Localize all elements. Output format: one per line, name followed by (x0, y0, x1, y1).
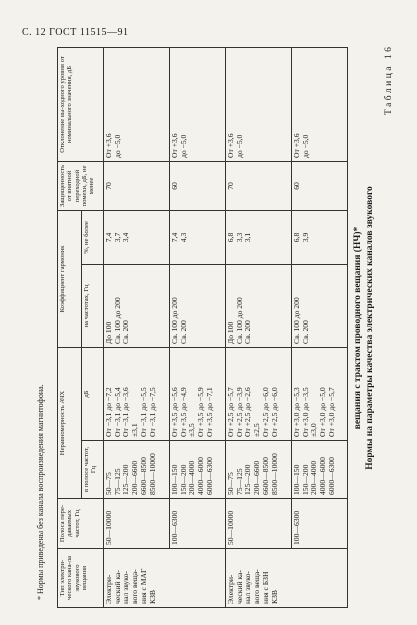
band-cell: 100—6300 (170, 499, 226, 549)
deviation-cell: От +3,6 до −5,0 (170, 47, 226, 161)
header-thd-pct: %, не более (82, 210, 104, 264)
afc-freq-cell: 50—75 75—125 125—200 200—6600 6600—8500 8500—10000 (226, 441, 292, 499)
snr-cell: 70 (104, 161, 170, 210)
header-snr: Защищенность от внятной переходной помехи, дБ, не менее (58, 161, 104, 210)
channel-type-cell: Электри- ческий ка- нал звуко- вого веща- ния с БЗН КЗВ (226, 549, 348, 608)
rotated-table-page (16, 44, 396, 608)
thd-pct-cell: 6,8 3,9 (292, 210, 348, 264)
snr-cell: 60 (170, 161, 226, 210)
header-afc: Неравномерность АЧХ (58, 347, 82, 498)
afc-db-cell: От +2,5 до −5,7 От +2,5 до −3,9 От +2,5 до −2,6 ±2,5 От +2,5 до −6,0 От +2,5 до −6,0 (226, 347, 292, 440)
deviation-cell: От +3,6 до −5,0 (292, 47, 348, 161)
band-cell: 100—6300 (292, 499, 348, 549)
afc-freq-cell: 100—150 150—200 200—4000 4000—6000 6000—6300 (170, 441, 226, 499)
header-thd-freq: на частотах, Гц (82, 264, 104, 347)
header-type: Тип электри-ческого кана-ла звукового вещания (58, 549, 104, 608)
footnote: * Нормы приведены без канала воспроизведения магнитофона. (36, 384, 45, 600)
quality-norms-table (57, 47, 348, 608)
band-cell: 50—10000 (104, 499, 170, 549)
page-header: С. 12 ГОСТ 11515—91 (22, 27, 129, 38)
snr-cell: 70 (226, 161, 292, 210)
thd-pct-cell: 7,4 4,3 (170, 210, 226, 264)
afc-db-cell: От +3,0 до −5,3 От +3,0 до −3,5 ±3,0 От +3,0 до −5,0 От +3,0 до −5,7 (292, 347, 348, 440)
header-deviation: Отклонение вы-ходного уровня от номинального значения, дБ (58, 47, 104, 161)
channel-type-cell: Электри- ческий ка- нал звуко- вого веща- ния с МАГ КЗВ (104, 549, 226, 608)
afc-freq-cell: 50—75 75—125 125—200 200—6600 6600—8500 8500—10000 (104, 441, 170, 499)
snr-cell: 60 (292, 161, 348, 210)
thd-pct-cell: 7,4 3,7 3,4 (104, 210, 170, 264)
header-band: Полоса пере-даваемых частот, Гц (58, 499, 104, 549)
afc-db-cell: От −3,1 до −7,2 От −3,1 до −5,4 От −3,1 до −3,6 ±3,1 От −3,1 до −5,5 От −3,1 до −7,5 (104, 347, 170, 440)
thd-freq-cell: До 100 Св. 100 до 200 Св. 200 (226, 264, 292, 347)
header-afc-db: дБ (82, 347, 104, 440)
thd-pct-cell: 6,8 3,3 3,1 (226, 210, 292, 264)
header-afc-freq: в полосе частот, Гц (82, 441, 104, 499)
afc-db-cell: От +3,5 до −5,6 От +3,5 до −4,9 ±3,5 От +3,5 до −5,9 От +3,5 до −7,1 (170, 347, 226, 440)
table-title-line-2: вещания с трактом проводного вещания (НЧ)* (353, 226, 363, 430)
thd-freq-cell: Св. 100 до 200 Св. 200 (170, 264, 226, 347)
thd-freq-cell: Св. 100 до 200 Св. 200 (292, 264, 348, 347)
band-cell: 50—10000 (226, 499, 292, 549)
afc-freq-cell: 100—150 150—200 200—4000 4000—6000 6000—6300 (292, 441, 348, 499)
deviation-cell: От +3,6 до −5,0 (226, 47, 292, 161)
thd-freq-cell: До 100 Св. 100 до 200 Св. 200 (104, 264, 170, 347)
deviation-cell: От +3,6 до −5,0 (104, 47, 170, 161)
table-title-line-1: Нормы на параметры качества электрических каналов звукового (365, 186, 375, 470)
table-label: Таблица 16 (384, 44, 394, 115)
header-thd: Коэффициент гармоник (58, 210, 82, 347)
